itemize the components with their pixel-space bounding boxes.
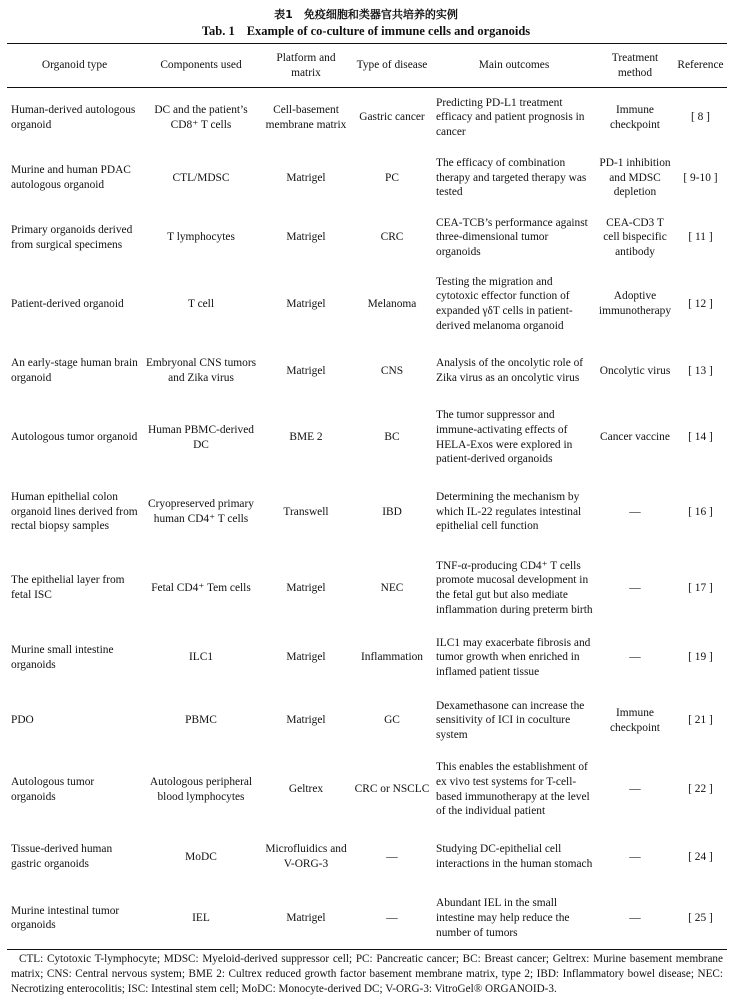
cell-treatment-method: — <box>629 850 641 863</box>
cell-treatment-method: Immune checkpoint <box>610 104 660 131</box>
cell-reference: [ 16 ] <box>688 505 713 518</box>
table-row <box>7 342 727 401</box>
cell-main-outcome: ILC1 may exacerbate fibrosis and tumor growth when enriched in inflamed patient tissue <box>436 636 591 678</box>
table-row <box>7 827 727 888</box>
cell-treatment-method: — <box>629 581 641 594</box>
cell-disease-type: CRC or NSCLC <box>354 783 430 796</box>
cell-platform-matrix: Transwell <box>283 505 329 518</box>
cell-disease-type: BC <box>384 431 400 444</box>
cell-reference: [ 11 ] <box>688 231 713 244</box>
cell-treatment-method: — <box>596 888 674 950</box>
cell-components-used: MoDC <box>185 850 217 863</box>
cell-organoid-type: The epithelial layer from fetal ISC <box>11 574 125 601</box>
cell-reference: [ 25 ] <box>674 888 727 950</box>
cell-treatment-method: — <box>629 505 641 518</box>
cell-main-outcome: Studying DC-epithelial cell interactions in the human stomach <box>436 843 593 870</box>
cell-treatment-method: CEA-CD3 T cell bispecific antibody <box>603 216 667 258</box>
cell-reference: [ 17 ] <box>688 581 713 594</box>
cell-main-outcome: Analysis of the oncolytic role of Zika virus as an oncolytic virus <box>436 357 584 384</box>
cell-components-used: Embryonal CNS tumors and Zika virus <box>145 357 257 384</box>
cell-treatment-method: — <box>629 783 641 796</box>
cell-disease-type: GC <box>384 714 400 727</box>
cell-components-used: Cryopreserved primary human CD4⁺ T cells <box>148 498 254 525</box>
cell-platform-matrix: Geltrex <box>288 783 324 796</box>
cell-main-outcome: Determining the mechanism by which IL-22 regulates intestinal epithelial cell function <box>436 491 582 533</box>
cell-disease-type: — <box>386 850 398 863</box>
cell-components-used: Human PBMC-derived DC <box>148 423 254 451</box>
table-row <box>7 148 727 209</box>
cell-organoid-type: Murine intestinal tumor organoids <box>7 888 142 950</box>
cell-components-used: IEL <box>142 888 260 950</box>
cell-main-outcome: Predicting PD-L1 treatment efficacy and patient prognosis in cancer <box>436 96 585 139</box>
cell-main-outcome: Testing the migration and cytotoxic effector function of expanded γδT cells in patient-derived melanoma organoid <box>436 275 573 332</box>
cell-reference: [ 14 ] <box>688 431 713 444</box>
cell-components-used: PBMC <box>185 714 217 727</box>
table-row <box>7 627 727 689</box>
cell-platform-matrix: Cell-basement membrane matrix <box>265 104 347 131</box>
cell-reference: [ 22 ] <box>688 783 713 796</box>
cell-main-outcome: Abundant IEL in the small intestine may help reduce the number of tumors <box>432 888 596 950</box>
cell-components-used: T cell <box>187 297 215 310</box>
cell-platform-matrix: Matrigel <box>286 231 326 244</box>
cell-reference: [ 21 ] <box>688 714 713 727</box>
table-row <box>7 888 727 950</box>
cell-disease-type: Gastric cancer <box>359 111 425 124</box>
cell-platform-matrix: Matrigel <box>286 714 326 727</box>
cell-platform-matrix: Matrigel <box>286 297 326 310</box>
table-title-english <box>0 24 732 39</box>
table-footnote: CTL: Cytotoxic T-lymphocyte; MDSC: Myeloid-derived suppressor cell; PC: Pancreatic cancer; BC: Breast cancer; Geltrex: Murine basement membrane matrix; CNS: Central nervous system; BME 2: Cultrex reduced growth factor basement membrane matrix, type 2; IBD: Inflammatory bowel disease; NEC: Necrotizing enterocolitis; ISC: Intestinal stem cell; MoDC: Monocyte-derived DC; V-ORG-3: VitroGel® ORGANOID-3. <box>11 953 723 995</box>
cell-organoid-type: PDO <box>11 714 34 727</box>
header-reference: Reference <box>674 44 727 88</box>
cell-organoid-type: Tissue-derived human gastric organoids <box>11 843 113 870</box>
cell-platform-matrix: BME 2 <box>289 431 323 444</box>
cell-treatment-method: Oncolytic virus <box>599 364 671 377</box>
table-row <box>7 88 727 148</box>
cell-organoid-type: Patient-derived organoid <box>11 297 124 310</box>
header-disease-type: Type of disease <box>352 44 432 88</box>
cell-components-used: Fetal CD4⁺ Tem cells <box>151 581 251 594</box>
header-organoid-type: Organoid type <box>7 44 142 88</box>
cell-platform-matrix: Matrigel <box>286 581 326 594</box>
cell-treatment-method: — <box>629 651 641 664</box>
cell-platform-matrix: Matrigel <box>286 171 326 184</box>
cell-disease-type: CNS <box>380 364 404 377</box>
cell-components-used: ILC1 <box>188 651 214 664</box>
header-components-used: Components used <box>142 44 260 88</box>
cell-platform-matrix: Matrigel <box>260 888 352 950</box>
cell-organoid-type: Murine small intestine organoids <box>11 643 114 671</box>
header-platform-matrix: Platform and matrix <box>260 44 352 88</box>
table-title-chinese: 表1 免疫细胞和类器官共培养的实例 <box>274 8 458 21</box>
cell-main-outcome: TNF-α-producing CD4⁺ T cells promote mucosal development in the fetal gut but also mediate inflammation during preterm birth <box>436 559 593 616</box>
cell-reference: [ 12 ] <box>688 297 713 310</box>
cell-organoid-type: Murine and human PDAC autologous organoid <box>11 164 131 191</box>
cell-main-outcome: This enables the establishment of ex vivo test systems for T-cell-based immunotherapy at the level of the individual patient <box>436 761 590 818</box>
cell-components-used: Autologous peripheral blood lymphocytes <box>149 775 253 803</box>
cell-components-used: T lymphocytes <box>167 231 235 244</box>
cell-reference: [ 13 ] <box>688 364 713 377</box>
cell-reference: [ 8 ] <box>691 111 710 124</box>
table-row <box>7 209 727 267</box>
cell-platform-matrix: Matrigel <box>286 364 326 377</box>
cell-disease-type: Melanoma <box>367 297 417 310</box>
cell-reference: [ 24 ] <box>688 850 713 863</box>
cell-organoid-type: Autologous tumor organoids <box>11 775 95 803</box>
cell-platform-matrix: Matrigel <box>286 651 326 664</box>
cell-reference: [ 19 ] <box>688 651 713 664</box>
cell-components-used: DC and the patient’s CD8⁺ T cells <box>154 104 248 131</box>
table-row <box>7 550 727 627</box>
header-treatment-method: Treatment method <box>596 44 674 88</box>
cell-components-used: CTL/MDSC <box>172 171 230 184</box>
cell-treatment-method: PD-1 inhibition and MDSC depletion <box>599 157 671 199</box>
cell-treatment-method: Immune checkpoint <box>610 706 660 734</box>
cell-organoid-type: Human epithelial colon organoid lines derived from rectal biopsy samples <box>11 491 138 533</box>
header-main-outcomes: Main outcomes <box>432 44 596 88</box>
table-row <box>7 267 727 342</box>
cell-organoid-type: Autologous tumor organoid <box>11 431 138 444</box>
table-title-text: Example of co-culture of immune cells and organoids <box>246 24 531 38</box>
cell-main-outcome: The efficacy of combination therapy and targeted therapy was tested <box>436 157 587 199</box>
cell-disease-type: IBD <box>382 505 402 518</box>
cell-organoid-type: Human-derived autologous organoid <box>11 104 136 131</box>
table-row <box>7 753 727 827</box>
cell-disease-type: NEC <box>380 581 404 594</box>
cell-disease-type: Inflammation <box>361 651 423 664</box>
cell-organoid-type: Primary organoids derived from surgical specimens <box>11 223 133 251</box>
cell-organoid-type: An early-stage human brain organoid <box>11 357 138 384</box>
cell-treatment-method: Cancer vaccine <box>600 431 670 444</box>
cell-disease-type: PC <box>385 171 399 184</box>
cell-treatment-method: Adoptive immunotherapy <box>598 290 672 317</box>
cell-reference: [ 9-10 ] <box>683 171 718 184</box>
co-culture-table <box>7 43 727 950</box>
table-number: Tab. 1 <box>201 24 235 38</box>
table-row <box>7 401 727 475</box>
cell-disease-type: CRC <box>380 231 404 244</box>
table-row <box>7 689 727 753</box>
cell-disease-type: — <box>352 888 432 950</box>
table-header-row <box>7 44 727 88</box>
table-body <box>7 88 727 950</box>
cell-main-outcome: CEA-TCB’s performance against three-dimensional tumor organoids <box>436 216 588 258</box>
table-row <box>7 475 727 550</box>
cell-platform-matrix: Microfluidics and V-ORG-3 <box>265 843 347 870</box>
cell-main-outcome: The tumor suppressor and immune-activating effects of HELA-Exos were explored in patient-derived organoids <box>436 409 573 466</box>
cell-main-outcome: Dexamethasone can increase the sensitivity of ICI in coculture system <box>436 699 585 741</box>
